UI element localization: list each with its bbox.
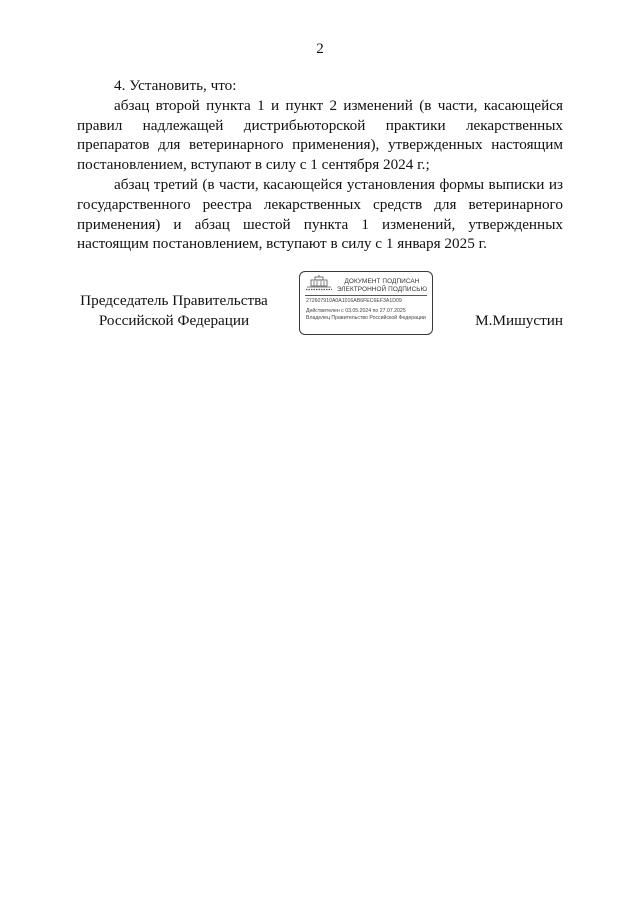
paragraph-subclause-2: абзац третий (в части, касающейся установления формы выписки из государственного реестра лекарственных средств для ветеринарного применения) и абзац шестой пункта 1 изменений, утвержденных настоящим постановлением, вступают в силу с 1 января 2025 г.: [77, 175, 563, 253]
signatory-name: М.Мишустин: [475, 312, 563, 329]
signatory-position-line2: Российской Федерации: [98, 311, 250, 329]
paragraph-clause-4: 4. Установить, что:: [114, 77, 237, 94]
signatory-position: [77, 291, 271, 331]
stamp-title-line1: ДОКУМЕНТ ПОДПИСАН: [344, 278, 420, 285]
stamp-owner: Владелец Правительство Российской Федерации: [306, 315, 426, 321]
stamp-divider: [305, 295, 427, 296]
stamp-title-line2: ЭЛЕКТРОННОЙ ПОДПИСЬЮ: [336, 285, 428, 293]
stamp-validity-period: Действителен с 03.05.2024 по 27.07.2025: [306, 308, 406, 314]
paragraph-subclause-1: абзац второй пункта 1 и пункт 2 изменений (в части, касающейся правил надлежащей дистрибьюторской практики лекарственных препаратов для ветеринарного применения), утвержденных настоящим постановлением, вступают в силу с 1 сентября 2024 г.;: [77, 96, 563, 174]
government-building-icon: [306, 275, 332, 291]
page-number: 2: [316, 41, 324, 57]
stamp-certificate-number: 272607910A0A1016AB6FEC6EF3A1D09: [306, 298, 402, 304]
signatory-position-line1: Председатель Правительства: [80, 292, 268, 309]
electronic-signature-stamp: [299, 271, 433, 335]
stamp-title: [334, 278, 430, 294]
document-body: [77, 76, 563, 254]
